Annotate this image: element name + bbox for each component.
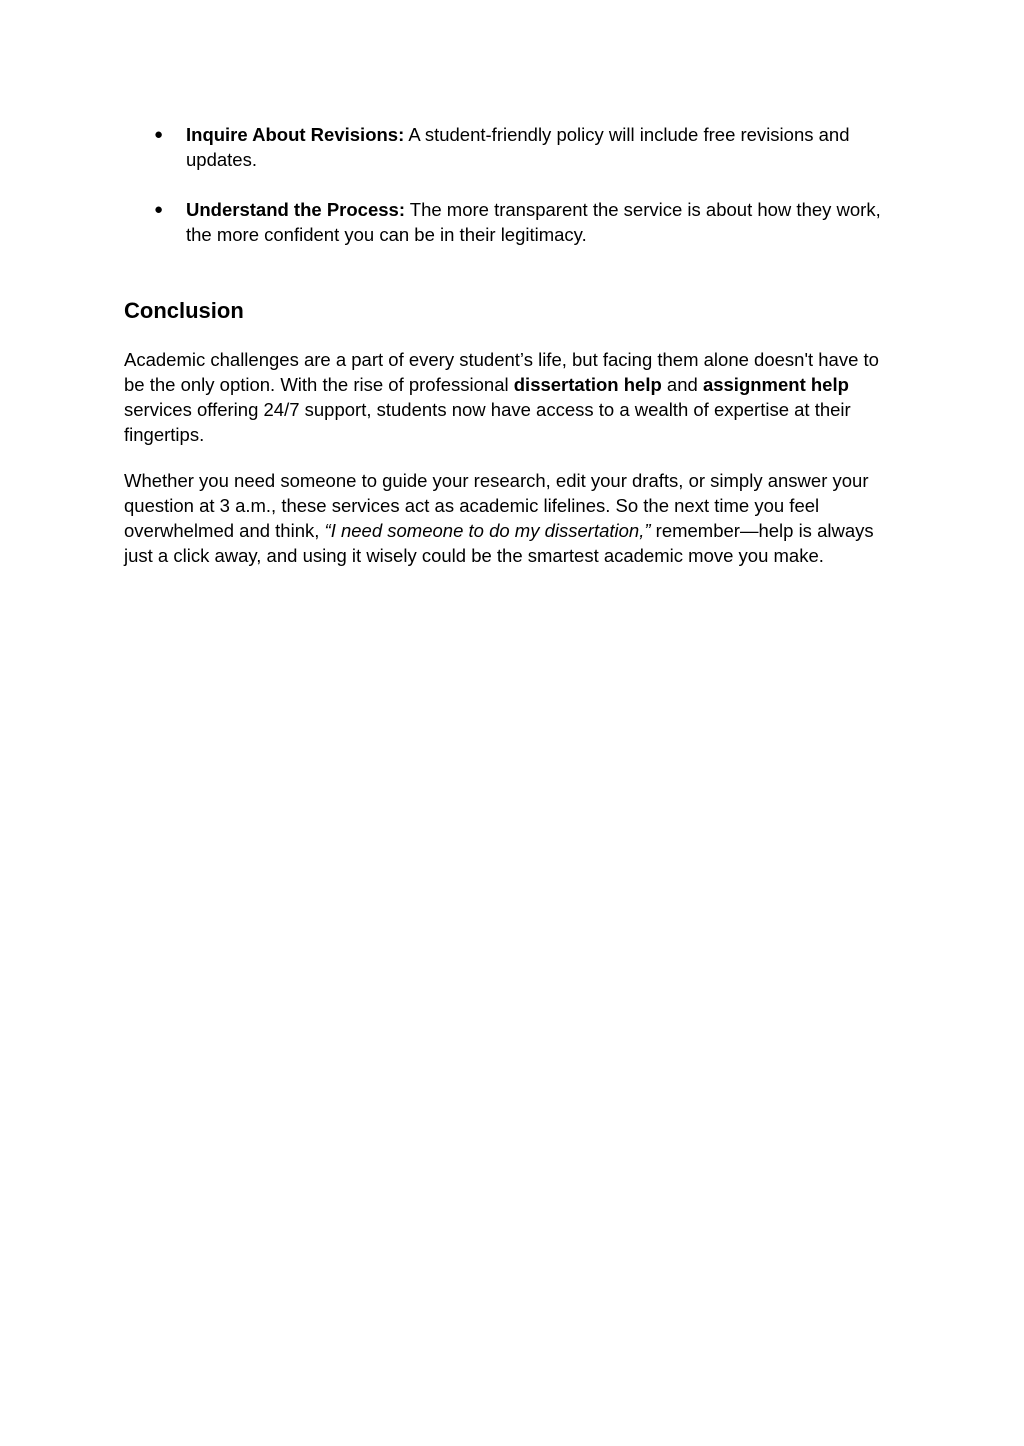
text-run: remember—help is always just a click away, and using it wisely could be the smartest academic move you make.: [124, 520, 874, 566]
list-item: [124, 122, 904, 172]
tips-list: [124, 122, 904, 247]
italic-quote: “I need someone to do my dissertation,”: [324, 520, 651, 541]
text-run: services offering 24/7 support, students now have access to a wealth of expertise at their fingertips.: [124, 399, 851, 445]
text-run: Academic challenges are a part of every student’s life, but facing them alone doesn't have to be the only option. With the rise of professional: [124, 349, 879, 395]
text-run: Whether you need someone to guide your research, edit your drafts, or simply answer your question at 3 a.m., these services act as academic lifelines. So the next time you feel overwhelmed and think,: [124, 470, 869, 541]
bullet-icon: ●: [154, 126, 164, 143]
bullet-icon: ●: [154, 201, 164, 218]
bullet-text: A student-friendly policy will include free revisions and updates.: [186, 124, 850, 170]
conclusion-paragraph-2: [124, 468, 904, 568]
bold-text: dissertation help: [513, 374, 662, 395]
page-content: [124, 122, 904, 568]
text-run: and: [661, 374, 703, 395]
bullet-label: Inquire About Revisions:: [186, 124, 405, 145]
conclusion-heading: Conclusion: [124, 298, 244, 323]
list-item: [124, 197, 904, 247]
conclusion-paragraph-1: [124, 347, 904, 447]
bullet-label: Understand the Process:: [186, 199, 405, 220]
bold-text: assignment help: [702, 374, 849, 395]
bullet-text: The more transparent the service is about how they work, the more confident you can be in their legitimacy.: [186, 199, 881, 245]
